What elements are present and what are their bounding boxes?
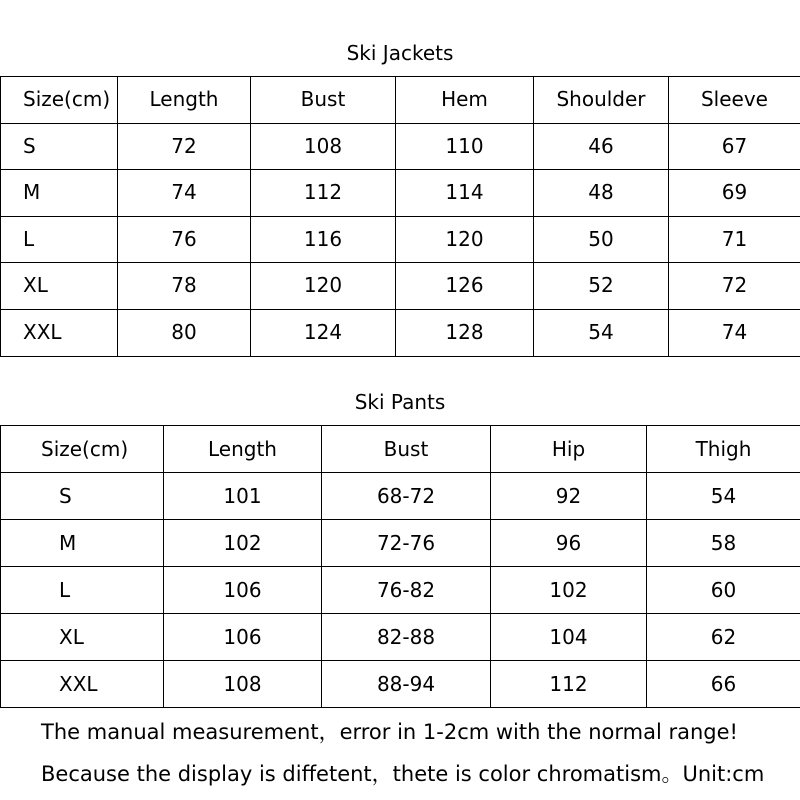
column-header: Thigh xyxy=(647,426,800,473)
table-row xyxy=(1,263,800,310)
table-cell: 96 xyxy=(491,520,647,567)
jackets-size-table xyxy=(0,76,800,357)
measurement-note: The manual measurement，error in 1-2cm with the normal range! xyxy=(41,720,738,744)
table-row xyxy=(1,216,800,263)
table-cell: XL xyxy=(1,263,118,310)
table-cell: 102 xyxy=(164,520,322,567)
table-row xyxy=(1,661,800,708)
table-cell: 54 xyxy=(647,473,800,520)
table-header-row xyxy=(1,426,800,473)
table-cell: 120 xyxy=(251,263,396,310)
table-cell: 124 xyxy=(251,309,396,356)
table-cell: 108 xyxy=(164,661,322,708)
table-cell: M xyxy=(1,520,164,567)
table-cell: 62 xyxy=(647,614,800,661)
table-row xyxy=(1,309,800,356)
column-header: Bust xyxy=(322,426,491,473)
table-cell: 82-88 xyxy=(322,614,491,661)
table-cell: 48 xyxy=(534,170,669,217)
table-cell: 68-72 xyxy=(322,473,491,520)
table-row xyxy=(1,170,800,217)
table-cell: 106 xyxy=(164,567,322,614)
table-cell: 128 xyxy=(396,309,534,356)
table-cell: 54 xyxy=(534,309,669,356)
table-cell: XL xyxy=(1,614,164,661)
table-cell: 120 xyxy=(396,216,534,263)
table-cell: 69 xyxy=(669,170,800,217)
table-cell: 74 xyxy=(118,170,251,217)
table-cell: 80 xyxy=(118,309,251,356)
table-cell: 92 xyxy=(491,473,647,520)
column-header: Size(cm) xyxy=(1,426,164,473)
column-header: Size(cm) xyxy=(1,77,118,124)
table-cell: 67 xyxy=(669,123,800,170)
table-cell: 126 xyxy=(396,263,534,310)
jackets-title: Ski Jackets xyxy=(346,41,454,65)
table-cell: 74 xyxy=(669,309,800,356)
table-cell: 108 xyxy=(251,123,396,170)
pants-size-table xyxy=(0,425,800,708)
pants-title: Ski Pants xyxy=(354,390,446,414)
table-cell: 88-94 xyxy=(322,661,491,708)
table-cell: 106 xyxy=(164,614,322,661)
column-header: Bust xyxy=(251,77,396,124)
column-header: Sleeve xyxy=(669,77,800,124)
table-cell: 52 xyxy=(534,263,669,310)
table-header-row xyxy=(1,77,800,124)
table-cell: 112 xyxy=(251,170,396,217)
table-cell: 71 xyxy=(669,216,800,263)
table-cell: 114 xyxy=(396,170,534,217)
table-cell: L xyxy=(1,216,118,263)
table-cell: S xyxy=(1,473,164,520)
table-cell: XXL xyxy=(1,309,118,356)
display-note: Because the display is diffetent，thete is color chromatism。Unit:cm xyxy=(41,762,765,786)
table-cell: 50 xyxy=(534,216,669,263)
table-cell: 46 xyxy=(534,123,669,170)
table-cell: M xyxy=(1,170,118,217)
table-cell: 66 xyxy=(647,661,800,708)
table-cell: 112 xyxy=(491,661,647,708)
table-row xyxy=(1,614,800,661)
table-cell: S xyxy=(1,123,118,170)
column-header: Length xyxy=(164,426,322,473)
table-cell: L xyxy=(1,567,164,614)
table-cell: XXL xyxy=(1,661,164,708)
table-row xyxy=(1,473,800,520)
table-cell: 101 xyxy=(164,473,322,520)
table-cell: 116 xyxy=(251,216,396,263)
table-cell: 72 xyxy=(669,263,800,310)
table-cell: 76 xyxy=(118,216,251,263)
table-cell: 72 xyxy=(118,123,251,170)
table-cell: 104 xyxy=(491,614,647,661)
column-header: Length xyxy=(118,77,251,124)
table-cell: 58 xyxy=(647,520,800,567)
table-row xyxy=(1,123,800,170)
column-header: Hip xyxy=(491,426,647,473)
table-cell: 72-76 xyxy=(322,520,491,567)
column-header: Shoulder xyxy=(534,77,669,124)
column-header: Hem xyxy=(396,77,534,124)
table-cell: 60 xyxy=(647,567,800,614)
table-cell: 78 xyxy=(118,263,251,310)
table-cell: 102 xyxy=(491,567,647,614)
table-row xyxy=(1,520,800,567)
table-cell: 76-82 xyxy=(322,567,491,614)
table-cell: 110 xyxy=(396,123,534,170)
table-row xyxy=(1,567,800,614)
